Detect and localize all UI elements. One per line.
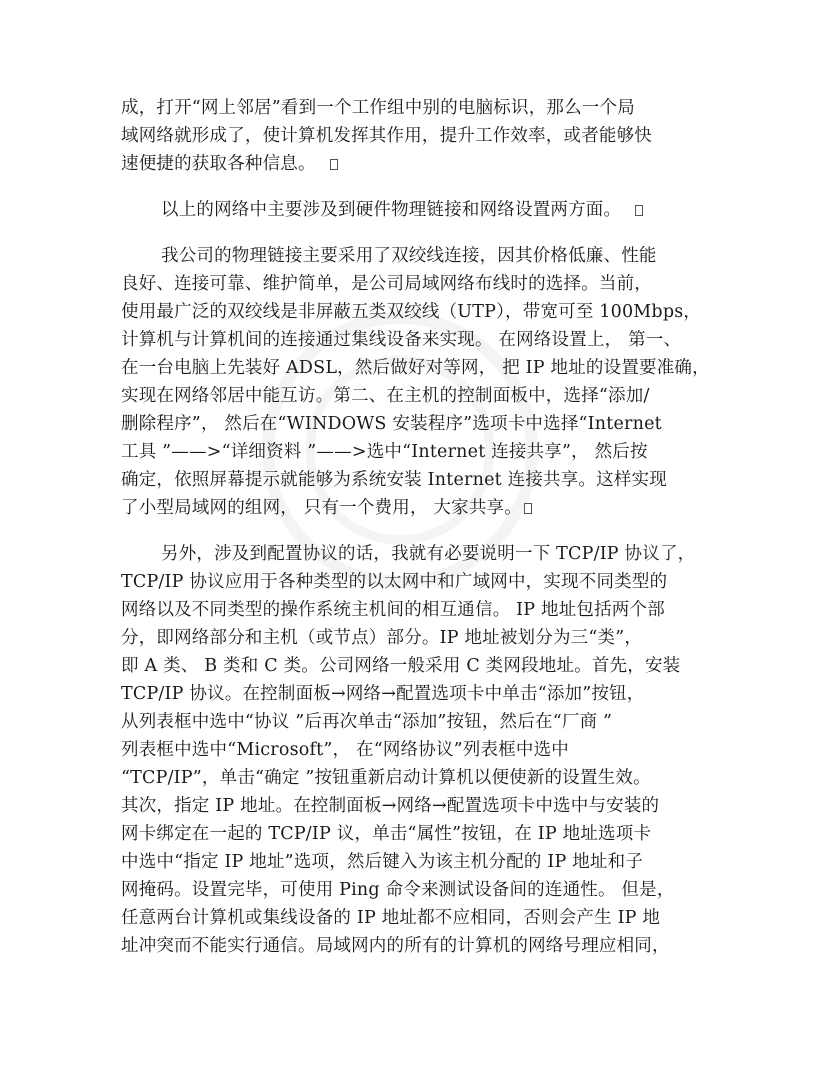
text-line: 即 A 类、 B 类和 C 类。公司网络一般采用 C 类网段地址。首先，安装 — [121, 656, 681, 676]
paragraph-mark-icon — [635, 205, 643, 216]
text-line: 域网络就形成了，使计算机发挥其作用，提升工作效率，或者能够快 — [121, 126, 652, 146]
text-line: 成，打开“网上邻居”看到一个工作组中别的电脑标识，那么一个局 — [121, 98, 635, 118]
paragraph-mark-icon — [330, 159, 338, 170]
text-line: 网络以及不同类型的操作系统主机间的相互通信。 IP 地址包括两个部 — [121, 600, 665, 620]
paragraph-4 — [121, 540, 721, 960]
text-line-content: 以上的网络中主要涉及到硬件物理链接和网络设置两方面。 — [161, 200, 622, 220]
text-line: TCP/IP 协议应用于各种类型的以太网中和广域网中，实现不同类型的 — [121, 572, 668, 592]
text-line: 良好、连接可靠、维护简单，是公司局域网络布线时的选择。当前， — [121, 274, 652, 294]
text-line: 使用最广泛的双绞线是非屏蔽五类双绞线（UTP），带宽可至 100Mbps， — [121, 302, 702, 322]
text-line: 任意两台计算机或集线设备的 IP 地址都不应相同，否则会产生 IP 地 — [121, 908, 661, 928]
text-line: 确定，依照屏幕提示就能够为系统安装 Internet 连接共享。这样实现 — [121, 470, 667, 490]
text-line — [121, 196, 721, 224]
text-line — [121, 150, 721, 178]
text-line: 列表框中选中“Microsoft”， 在“网络协议”列表框中选中 — [121, 740, 569, 760]
paragraph-2 — [121, 196, 721, 224]
text-line-content: 了小型局域网的组网， 只有一个费用， 大家共享。 — [121, 498, 522, 518]
paragraph-3 — [121, 242, 721, 522]
text-line-content: 速便捷的获取各种信息。 — [121, 154, 316, 174]
paragraph-gap — [121, 178, 721, 196]
text-line: “TCP/IP”，单击“确定 ”按钮重新启动计算机以便使新的设置生效。 — [121, 768, 651, 788]
text-line: 网掩码。设置完毕，可使用 Ping 命令来测试设备间的连通性。 但是， — [121, 880, 675, 900]
text-line: 其次，指定 IP 地址。在控制面板→网络→配置选项卡中选中与安装的 — [121, 796, 660, 816]
text-line: 工具 ”——>“详细资料 ”——>选中“Internet 连接共享”， 然后按 — [121, 442, 648, 462]
text-line: 网卡绑定在一起的 TCP/IP 议，单击“属性”按钮，在 IP 地址选项卡 — [121, 824, 652, 844]
document-body — [121, 94, 721, 960]
text-line: 另外，涉及到配置协议的话，我就有必要说明一下 TCP/IP 协议了， — [161, 544, 696, 564]
text-line: 中选中“指定 IP 地址”选项，然后键入为该主机分配的 IP 地址和子 — [121, 852, 644, 872]
text-line: 分，即网络部分和主机（或节点）部分。IP 地址被划分为三“类”， — [121, 628, 643, 648]
paragraph-gap — [121, 522, 721, 540]
text-line: 我公司的物理链接主要采用了双绞线连接，因其价格低廉、性能 — [161, 246, 657, 266]
text-line: 实现在网络邻居中能互访。第二、在主机的控制面板中，选择“添加/ — [121, 386, 650, 406]
text-line — [121, 494, 721, 522]
text-line: 计算机与计算机间的连接通过集线设备来实现。 在网络设置上， 第一、 — [121, 330, 682, 350]
text-line: 在一台电脑上先装好 ADSL，然后做好对等网， 把 IP 地址的设置要准确， — [121, 358, 710, 378]
text-line: 从列表框中选中“协议 ”后再次单击“添加”按钮，然后在“厂商 ” — [121, 712, 613, 732]
paragraph-gap — [121, 224, 721, 242]
paragraph-1 — [121, 94, 721, 178]
paragraph-mark-icon — [524, 503, 532, 514]
text-line: TCP/IP 协议。在控制面板→网络→配置选项卡中单击“添加”按钮， — [121, 684, 645, 704]
text-line: 址冲突而不能实行通信。局域网内的所有的计算机的网络号理应相同， — [121, 936, 670, 956]
text-line: 删除程序”， 然后在“WINDOWS 安装程序”选项卡中选择“Internet — [121, 414, 662, 434]
